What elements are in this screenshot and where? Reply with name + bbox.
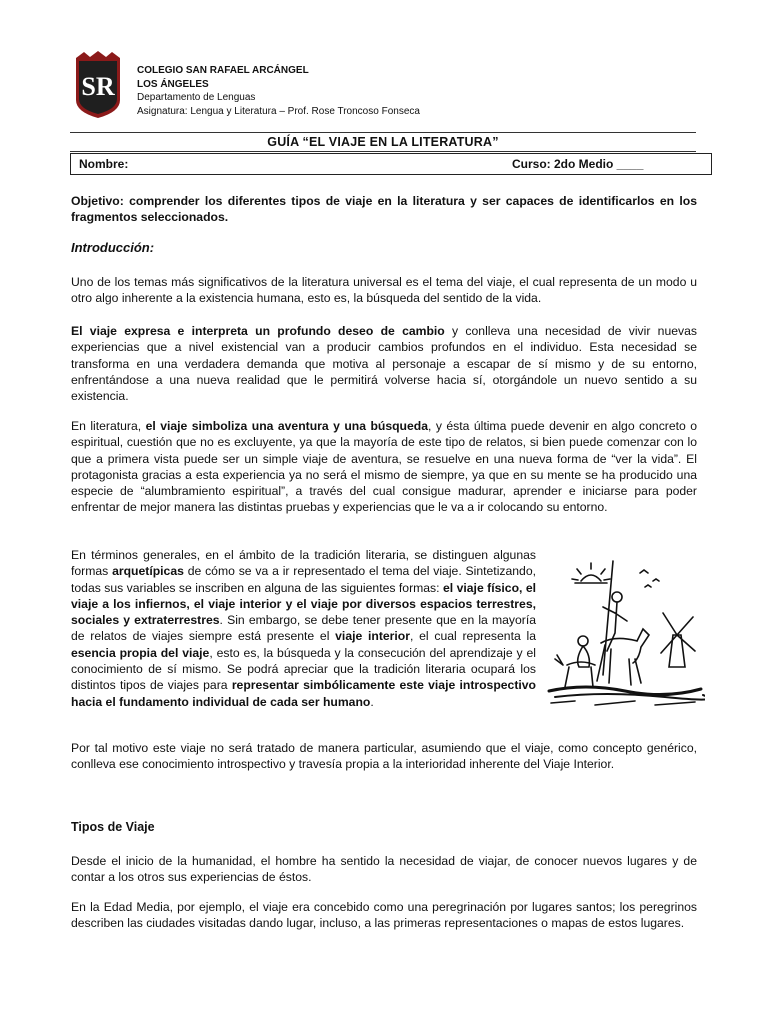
- p2-bold: El viaje expresa e interpreta un profundo deseo de cambio: [71, 324, 445, 338]
- paragraph-1: Uno de los temas más significativos de la literatura universal es el tema del viaje, el cual representa de un modo u otro algo inherente a la existencia humana, esto es, la búsqueda del sentido de la vida.: [71, 275, 697, 306]
- paragraph-6: Desde el inicio de la humanidad, el hombre ha sentido la necesidad de viajar, de conocer nuevos lugares y de contar a los otros sus experiencias de éstos.: [71, 854, 697, 885]
- p3-rest: , y ésta última puede devenir en algo concreto o espiritual, cuestión que no es excluyente, ya que la mayoría de este tipo de relatos, si bien puede comenzar con lo que a primera vista puede ser un simple viaje de aventura, se resuelve en una nueva forma de “ver la vida”. El protagonista gracias a esta experiencia ya no será el mismo de siempre, ya que en su mente se ha producido una especie de “alumbramiento espiritual”, a través del cual consigue madurar, aprender e iniciarse para poder enfrentar de mejor manera las distintas pruebas y experiencias que le va a ir colocando su entorno.: [71, 419, 698, 515]
- course-label: Curso: 2do Medio ____: [512, 157, 644, 171]
- paragraph-5: Por tal motivo este viaje no será tratado de manera particular, asumiendo que el viaje, como concepto genérico, conlleva ese conocimiento introspectivo y travesía propia a la interioridad inherente del Viaje Interior.: [71, 741, 697, 772]
- paragraph-7: En la Edad Media, por ejemplo, el viaje era concebido como una peregrinación por lugares santos; los peregrinos describen las ciudades visitadas dando lugar, incluso, a las primeras representaciones o mapas de estos lugares.: [71, 900, 697, 931]
- paragraph-3: [71, 418, 697, 516]
- p4-e: , el cual representa la: [410, 629, 536, 644]
- paragraph-2: [71, 323, 697, 404]
- divider-top: [70, 132, 696, 133]
- p4-b2: el viaje físico, el viaje a los infiernos, el viaje interior y el viaje por diversos espacios terrestres, sociales y extraterrestres: [71, 580, 537, 628]
- intro-heading: Introducción:: [71, 240, 155, 255]
- divider-bottom: [70, 151, 696, 152]
- p4-b4: esencia propia del viaje: [71, 645, 210, 660]
- p4-b3: viaje interior: [335, 629, 410, 644]
- school-name: COLEGIO SAN RAFAEL ARCÁNGEL: [137, 65, 309, 76]
- tipos-heading: Tipos de Viaje: [71, 820, 155, 834]
- p2-rest: y conlleva una necesidad de vivir nuevas experiencias que a nivel existencial van a producir cambios profundos en el individuo. Esta necesidad se transforma en una verdadera demanda que motiva al personaje a escapar de sí mismo y de su entorno, enfrentándose a una nueva realidad que le permitirá volverse hacia sí, otorgándole un nuevo sentido a su existencia.: [71, 324, 697, 404]
- school-city: LOS ÁNGELES: [137, 78, 209, 90]
- p4-d: . Sin embargo, se debe tener presente que en la mayoría de relatos de viajes siempre está presente el: [71, 613, 537, 644]
- p3-pre: En literatura,: [71, 419, 146, 433]
- paragraph-4: [71, 547, 536, 710]
- p4-g: .: [370, 694, 374, 709]
- department: Departamento de Lenguas: [137, 92, 256, 103]
- logo-text: SR: [81, 72, 115, 101]
- school-info: [137, 64, 420, 118]
- student-info-box: [70, 153, 712, 175]
- p4-c: de cómo se va a ir representado el tema del viaje. Sintetizando, todas sus variables se inscriben en alguna de las siguientes formas:: [71, 564, 536, 595]
- p4-a: En términos generales, en el ámbito de la tradición literaria, se distinguen algunas formas: [71, 548, 536, 579]
- p3-bold: el viaje simboliza una aventura y una búsqueda: [145, 419, 428, 433]
- p4-f: , esto es, la búsqueda y la consecución del aprendizaje y el conocimiento de sí mismo. Se podrá apreciar que la tradición literaria ocupará los distintos tipos de viajes para: [71, 645, 536, 693]
- p4-b5: representar simbólicamente este viaje introspectivo hacia el fundamento individual de cada ser humano: [71, 678, 537, 709]
- don-quijote-illustration: [545, 555, 705, 713]
- p4-b1: arquetípicas: [112, 564, 184, 579]
- page-title: GUÍA “EL VIAJE EN LA LITERATURA”: [267, 135, 499, 149]
- school-logo: [70, 50, 126, 120]
- objective-text: Objetivo: comprender los diferentes tipos de viaje en la literatura y ser capaces de identificarlos en los fragmentos seleccionados.: [71, 194, 697, 225]
- subject: Asignatura: Lengua y Literatura – Prof. Rose Troncoso Fonseca: [137, 105, 420, 117]
- name-label: Nombre:: [79, 157, 129, 171]
